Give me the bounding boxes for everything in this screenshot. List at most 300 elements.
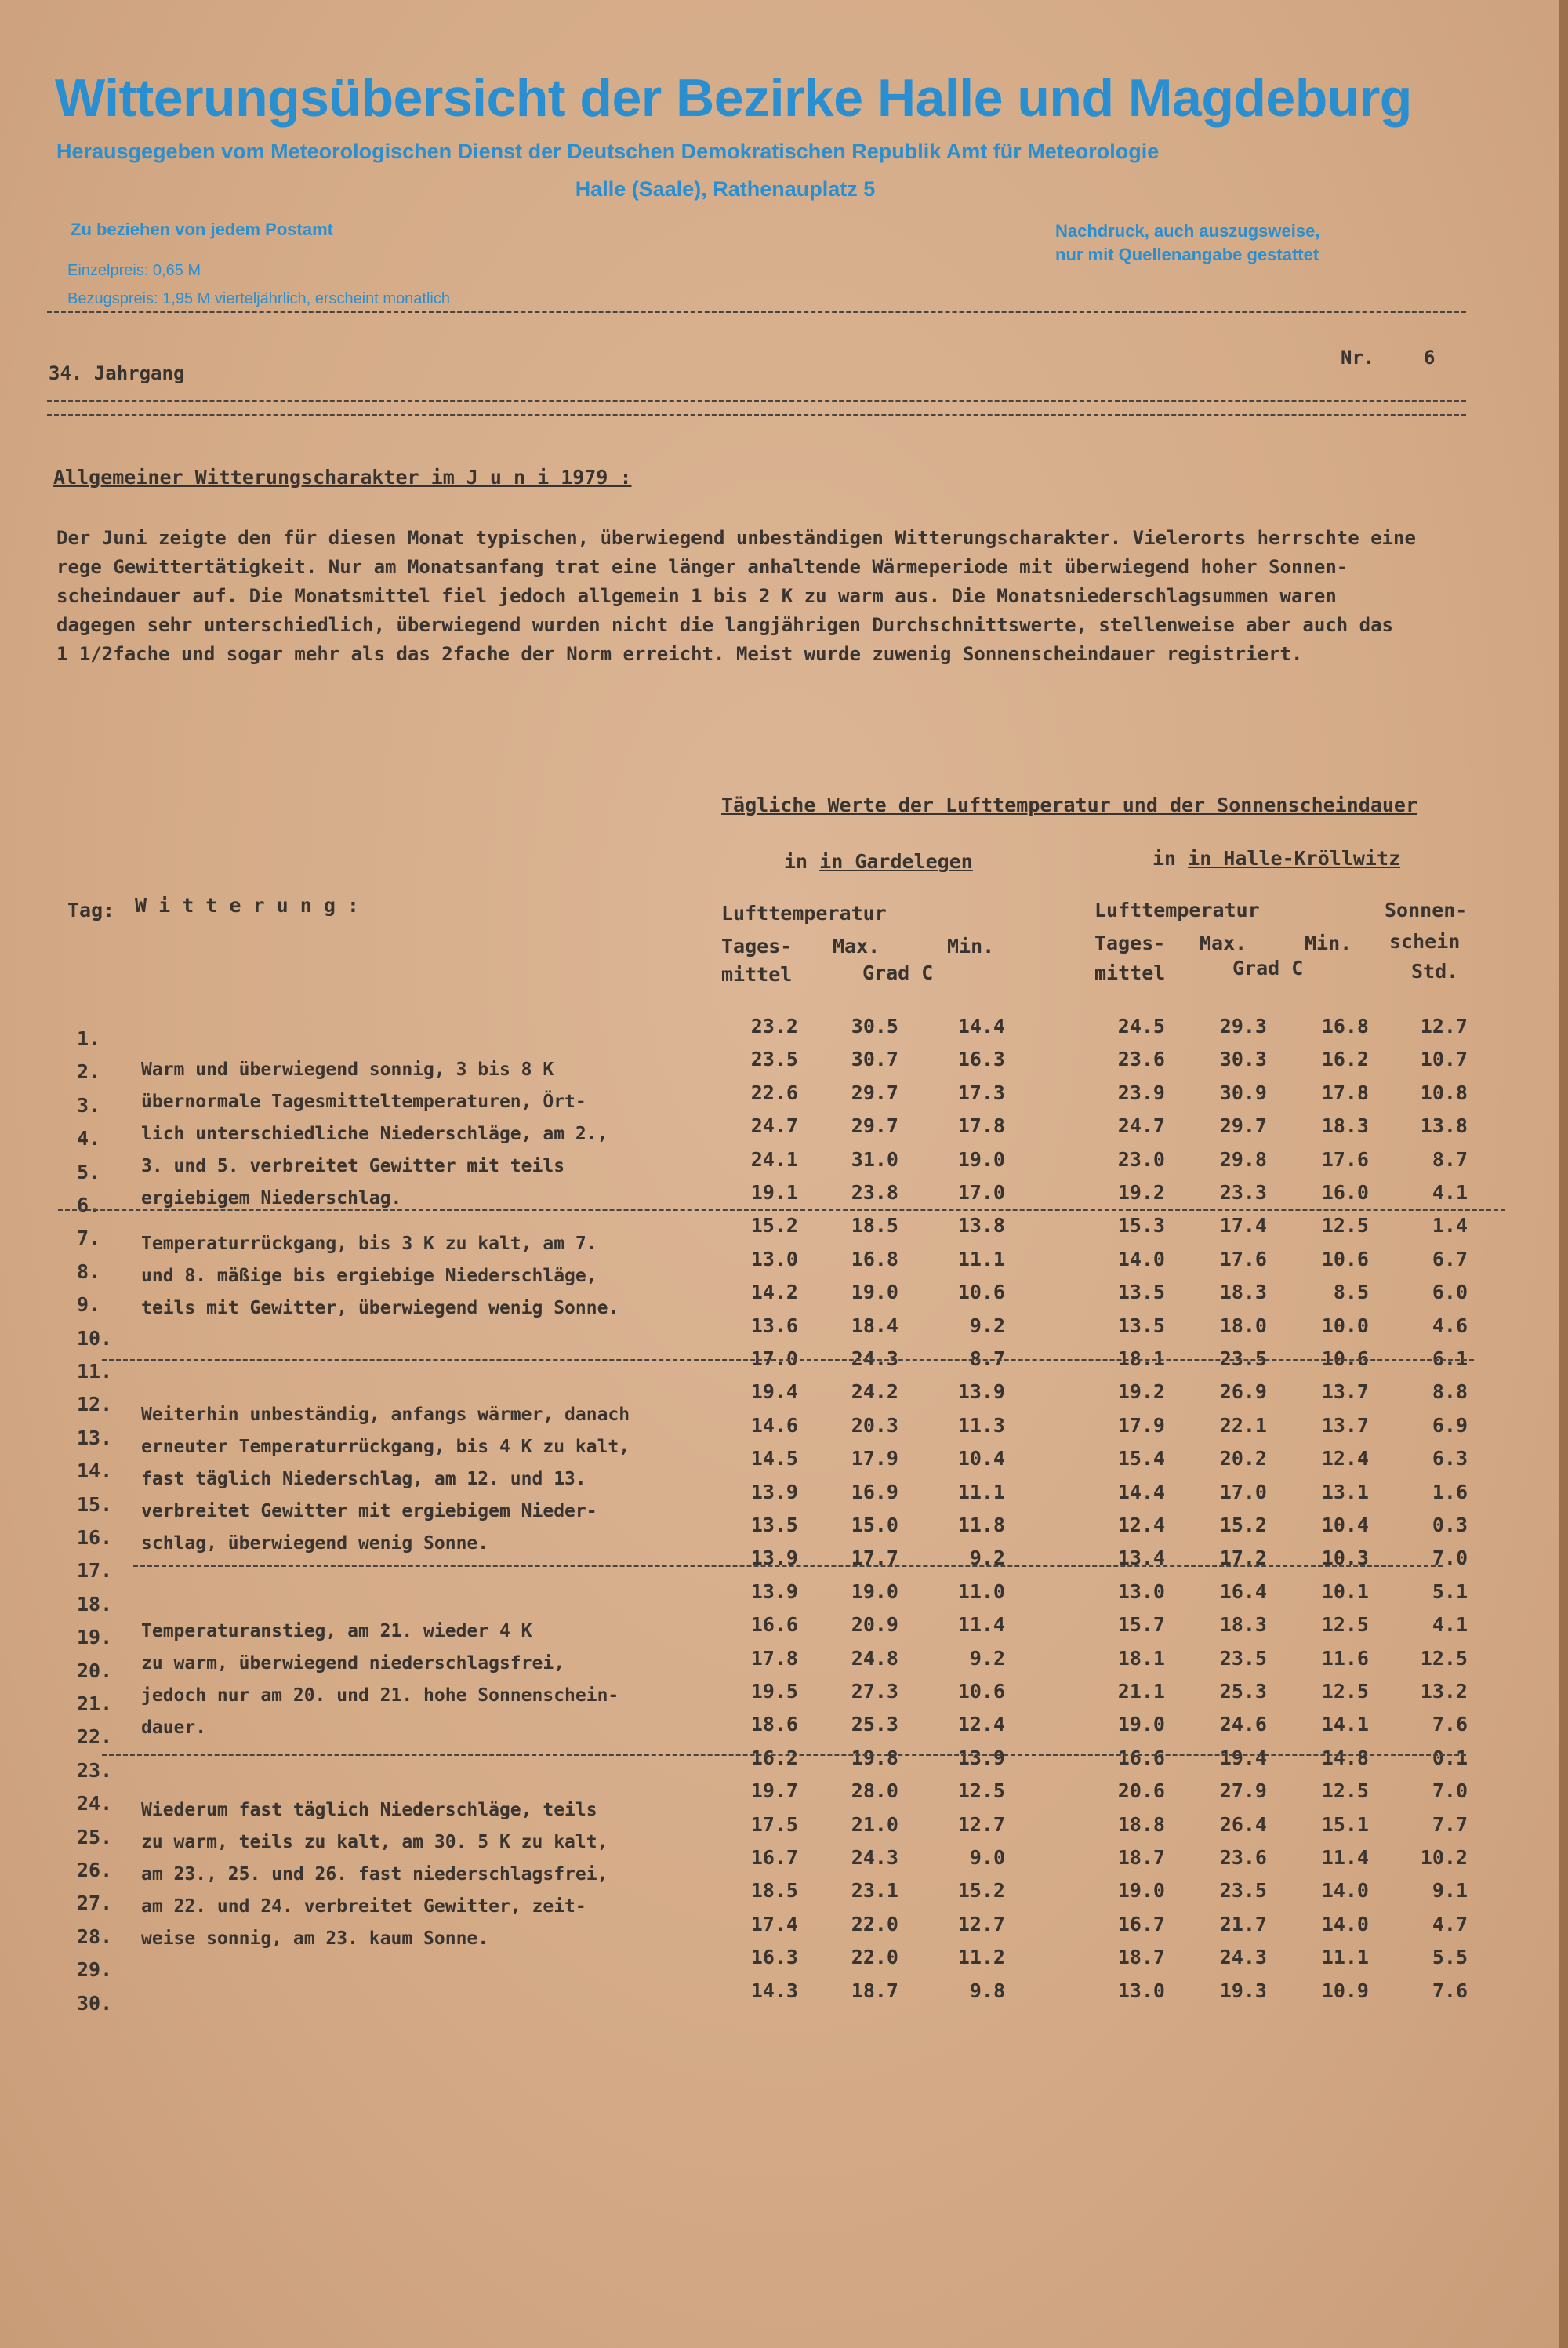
halle-value: 18.7 — [1117, 1846, 1165, 1869]
halle-value: 24.5 — [1117, 1015, 1165, 1038]
halle-value: 29.8 — [1219, 1147, 1267, 1171]
gardelegen-value: 9.8 — [969, 1979, 1005, 2002]
halle-value: 10.6 — [1321, 1247, 1369, 1270]
halle-value: 12.7 — [1420, 1015, 1468, 1038]
day-label: 1. — [77, 1027, 101, 1050]
day-label: 23. — [77, 1758, 113, 1782]
gardelegen-value: 19.4 — [750, 1380, 798, 1404]
gardelegen-value: 22.6 — [750, 1081, 798, 1104]
gardelegen-value: 13.9 — [957, 1380, 1005, 1404]
gardelegen-value: 25.3 — [851, 1713, 898, 1736]
gardelegen-value: 14.3 — [750, 1979, 798, 2002]
halle-value: 26.9 — [1219, 1380, 1267, 1404]
gardelegen-value: 21.0 — [851, 1812, 898, 1836]
halle-value: 13.4 — [1117, 1547, 1165, 1570]
gardelegen-value: 24.2 — [851, 1380, 898, 1404]
halle-value: 19.0 — [1117, 1879, 1165, 1903]
section-title: Allgemeiner Witterungscharakter im J u n i 1979 : — [53, 466, 632, 489]
halle-value: 6.9 — [1432, 1413, 1468, 1437]
divider — [47, 311, 1466, 313]
halle-value: 8.8 — [1432, 1380, 1468, 1404]
gardelegen-value: 19.1 — [750, 1181, 798, 1204]
issue-nr-label: Nr. — [1341, 347, 1375, 369]
gardelegen-value: 12.5 — [957, 1779, 1005, 1803]
halle-value: 20.2 — [1219, 1447, 1267, 1470]
station-halle-name: in Halle-Kröllwitz — [1188, 847, 1401, 870]
gardelegen-value: 16.2 — [750, 1746, 798, 1769]
gardelegen-value: 30.5 — [851, 1015, 898, 1038]
gardelegen-value: 23.1 — [851, 1879, 898, 1903]
day-label: 12. — [77, 1393, 113, 1416]
halle-value: 10.2 — [1420, 1846, 1468, 1869]
gardelegen-value: 17.3 — [957, 1081, 1005, 1104]
halle-value: 14.0 — [1321, 1912, 1369, 1935]
hdr-sonne-2: schein — [1389, 930, 1461, 953]
halle-value: 12.4 — [1117, 1514, 1165, 1536]
halle-value: 12.5 — [1321, 1779, 1369, 1803]
gardelegen-value: 11.4 — [957, 1613, 1005, 1637]
day-label: 28. — [77, 1925, 113, 1948]
halle-value: 4.7 — [1432, 1912, 1468, 1935]
halle-value: 7.6 — [1432, 1979, 1468, 2002]
gardelegen-value: 11.1 — [957, 1480, 1005, 1503]
gardelegen-value: 13.6 — [750, 1314, 798, 1337]
table-title: Tägliche Werte der Lufttemperatur und der Sonnenscheindauer — [721, 794, 1418, 816]
gardelegen-value: 16.8 — [851, 1247, 898, 1270]
weather-description-line: jedoch nur am 20. und 21. hohe Sonnenschein- — [141, 1685, 619, 1706]
halle-value: 6.7 — [1432, 1247, 1468, 1270]
gardelegen-value: 19.0 — [851, 1579, 898, 1603]
day-label: 27. — [77, 1892, 113, 1915]
gardelegen-value: 17.8 — [957, 1114, 1005, 1138]
day-label: 17. — [77, 1559, 113, 1583]
halle-value: 13.7 — [1321, 1413, 1369, 1437]
halle-value: 19.0 — [1117, 1713, 1165, 1736]
gardelegen-value: 12.7 — [957, 1812, 1005, 1836]
weather-description-line: weise sonnig, am 23. kaum Sonne. — [141, 1928, 489, 1949]
station-gardelegen: in in Gardelegen — [784, 850, 973, 873]
halle-value: 10.9 — [1321, 1979, 1369, 2002]
weather-description-line: Temperaturanstieg, am 21. wieder 4 K — [141, 1621, 532, 1641]
gardelegen-value: 9.2 — [969, 1646, 1005, 1670]
halle-value: 7.0 — [1432, 1547, 1468, 1570]
halle-value: 24.3 — [1219, 1946, 1267, 1969]
gardelegen-value: 10.6 — [957, 1680, 1005, 1703]
halle-value: 19.2 — [1117, 1380, 1165, 1404]
halle-value: 18.8 — [1117, 1812, 1165, 1836]
gardelegen-value: 19.0 — [851, 1281, 898, 1304]
halle-value: 14.4 — [1117, 1480, 1165, 1503]
gardelegen-value: 17.9 — [851, 1447, 898, 1470]
halle-value: 27.9 — [1219, 1779, 1267, 1803]
gardelegen-value: 29.7 — [851, 1081, 898, 1104]
divider — [47, 400, 1466, 402]
weather-description-line: Temperaturrückgang, bis 3 K zu kalt, am 7. — [141, 1234, 597, 1254]
paragraph-line: scheindauer auf. Die Monatsmittel fiel jedoch allgemein 1 bis 2 K zu warm aus. Die Monatsniederschlagsummen waren — [56, 585, 1337, 607]
halle-value: 17.0 — [1219, 1480, 1267, 1503]
col-witterung: W i t t e r u n g : — [135, 894, 359, 917]
day-label: 10. — [77, 1326, 113, 1350]
gardelegen-value: 16.3 — [750, 1946, 798, 1969]
halle-value: 16.0 — [1321, 1181, 1369, 1204]
day-label: 19. — [77, 1626, 113, 1649]
weather-description-line: schlag, überwiegend wenig Sonne. — [141, 1533, 489, 1554]
halle-value: 6.3 — [1432, 1447, 1468, 1470]
paragraph-line: Der Juni zeigte den für diesen Monat typischen, überwiegend unbeständigen Witterungscharakter. Vielerorts herrschte eine — [56, 527, 1416, 549]
gardelegen-value: 19.7 — [750, 1779, 798, 1803]
weather-description-line: übernormale Tagesmitteltemperaturen, Ört- — [141, 1092, 586, 1112]
halle-value: 11.1 — [1321, 1946, 1369, 1969]
gardelegen-value: 17.8 — [750, 1646, 798, 1670]
hdr-min-1: Min. — [947, 935, 995, 958]
halle-value: 0.3 — [1432, 1514, 1468, 1536]
halle-value: 19.4 — [1219, 1746, 1267, 1769]
gardelegen-value: 13.5 — [750, 1514, 798, 1536]
day-label: 4. — [77, 1127, 101, 1150]
halle-value: 18.3 — [1219, 1281, 1267, 1304]
halle-value: 18.3 — [1321, 1114, 1369, 1138]
halle-value: 23.0 — [1117, 1147, 1165, 1171]
single-price: Einzelpreis: 0,65 M — [67, 262, 201, 279]
gardelegen-value: 18.5 — [851, 1214, 898, 1238]
gardelegen-value: 24.1 — [750, 1147, 798, 1171]
gardelegen-value: 17.0 — [750, 1347, 798, 1370]
halle-value: 10.0 — [1321, 1314, 1369, 1337]
gardelegen-value: 18.5 — [750, 1879, 798, 1903]
hdr-tages-2: Tages- — [1094, 932, 1166, 954]
period-divider — [102, 1359, 1474, 1361]
gardelegen-value: 11.0 — [957, 1579, 1005, 1603]
gardelegen-value: 23.8 — [851, 1181, 898, 1204]
halle-value: 22.1 — [1219, 1413, 1267, 1437]
halle-value: 13.5 — [1117, 1281, 1165, 1304]
halle-value: 15.2 — [1219, 1514, 1267, 1536]
halle-value: 13.0 — [1117, 1979, 1165, 2002]
weather-description-line: dauer. — [141, 1717, 207, 1738]
gardelegen-value: 9.0 — [969, 1846, 1005, 1869]
weather-description-line: lich unterschiedliche Niederschläge, am 2., — [141, 1124, 608, 1144]
gardelegen-value: 22.0 — [851, 1912, 898, 1935]
halle-value: 11.6 — [1321, 1646, 1369, 1670]
halle-value: 13.5 — [1117, 1314, 1165, 1337]
day-label: 16. — [77, 1526, 113, 1549]
halle-value: 23.6 — [1219, 1846, 1267, 1869]
gardelegen-value: 23.5 — [750, 1048, 798, 1071]
day-label: 22. — [77, 1725, 113, 1749]
day-label: 25. — [77, 1825, 113, 1848]
gardelegen-value: 16.7 — [750, 1846, 798, 1869]
halle-value: 7.6 — [1432, 1713, 1468, 1736]
halle-value: 17.4 — [1219, 1214, 1267, 1238]
halle-value: 18.1 — [1117, 1646, 1165, 1670]
halle-value: 17.6 — [1321, 1147, 1369, 1171]
day-label: 7. — [77, 1227, 101, 1250]
halle-value: 17.2 — [1219, 1547, 1267, 1570]
weather-description-line: zu warm, teils zu kalt, am 30. 5 K zu kalt, — [141, 1832, 608, 1852]
halle-value: 14.0 — [1117, 1247, 1165, 1270]
gardelegen-value: 28.0 — [851, 1779, 898, 1803]
halle-value: 21.1 — [1117, 1680, 1165, 1703]
halle-value: 15.3 — [1117, 1214, 1165, 1238]
halle-value: 15.1 — [1321, 1812, 1369, 1836]
halle-value: 14.0 — [1321, 1879, 1369, 1903]
gardelegen-value: 19.8 — [851, 1746, 898, 1769]
halle-value: 4.1 — [1432, 1181, 1468, 1204]
reprint-note-2: nur mit Quellenangabe gestattet — [1055, 245, 1319, 264]
day-label: 26. — [77, 1859, 113, 1881]
halle-value: 0.1 — [1432, 1746, 1468, 1769]
halle-value: 8.7 — [1432, 1147, 1468, 1171]
gardelegen-value: 18.6 — [750, 1713, 798, 1736]
hdr-luft-2: Lufttemperatur — [1094, 899, 1260, 921]
gardelegen-value: 11.1 — [957, 1247, 1005, 1270]
gardelegen-value: 13.0 — [750, 1247, 798, 1270]
hdr-max-2: Max. — [1200, 932, 1247, 954]
halle-value: 15.4 — [1117, 1447, 1165, 1470]
gardelegen-value: 14.6 — [750, 1413, 798, 1437]
halle-value: 13.7 — [1321, 1380, 1369, 1404]
paragraph-line: rege Gewittertätigkeit. Nur am Monatsanfang trat eine länger anhaltende Wärmeperiode mit überwiegend hoher Sonnen- — [56, 556, 1348, 578]
gardelegen-value: 30.7 — [851, 1048, 898, 1071]
day-label: 8. — [77, 1259, 101, 1283]
halle-value: 5.5 — [1432, 1946, 1468, 1969]
halle-value: 30.9 — [1219, 1081, 1267, 1104]
gardelegen-value: 14.4 — [957, 1015, 1005, 1038]
gardelegen-value: 17.0 — [957, 1181, 1005, 1204]
hdr-tages-1: Tages- — [721, 935, 793, 958]
halle-value: 12.5 — [1420, 1646, 1468, 1670]
halle-value: 13.0 — [1117, 1579, 1165, 1603]
hdr-grad-2: Grad C — [1232, 957, 1304, 980]
weather-description-line: 3. und 5. verbreitet Gewitter mit teils — [141, 1156, 565, 1176]
halle-value: 9.1 — [1432, 1879, 1468, 1903]
halle-value: 16.7 — [1117, 1912, 1165, 1935]
gardelegen-value: 9.2 — [969, 1547, 1005, 1570]
weather-description-line: am 22. und 24. verbreitet Gewitter, zeit- — [141, 1896, 586, 1917]
halle-value: 18.7 — [1117, 1946, 1165, 1969]
halle-value: 17.8 — [1321, 1081, 1369, 1104]
halle-value: 23.9 — [1117, 1081, 1165, 1104]
halle-value: 16.4 — [1219, 1579, 1267, 1603]
halle-value: 26.4 — [1219, 1812, 1267, 1836]
halle-value: 19.3 — [1219, 1979, 1267, 2002]
gardelegen-value: 15.0 — [851, 1514, 898, 1536]
weather-description-line: ergiebigem Niederschlag. — [141, 1188, 402, 1209]
halle-value: 11.4 — [1321, 1846, 1369, 1869]
gardelegen-value: 17.7 — [851, 1547, 898, 1570]
halle-value: 12.5 — [1321, 1214, 1369, 1238]
halle-value: 25.3 — [1219, 1680, 1267, 1703]
halle-value: 23.3 — [1219, 1181, 1267, 1204]
weather-description-line: Weiterhin unbeständig, anfangs wärmer, danach — [141, 1405, 630, 1425]
day-label: 11. — [77, 1360, 113, 1383]
halle-value: 24.6 — [1219, 1713, 1267, 1736]
weather-description-line: Wiederum fast täglich Niederschläge, teils — [141, 1800, 597, 1820]
gardelegen-value: 22.0 — [851, 1946, 898, 1969]
day-label: 18. — [77, 1592, 113, 1616]
halle-value: 19.2 — [1117, 1181, 1165, 1204]
halle-value: 8.5 — [1333, 1281, 1369, 1304]
gardelegen-value: 13.9 — [750, 1579, 798, 1603]
col-tag: Tag: — [67, 899, 115, 921]
halle-value: 23.6 — [1117, 1048, 1165, 1071]
gardelegen-value: 13.9 — [750, 1480, 798, 1503]
day-label: 9. — [77, 1293, 101, 1317]
halle-value: 18.3 — [1219, 1613, 1267, 1637]
gardelegen-value: 24.7 — [750, 1114, 798, 1138]
halle-value: 13.8 — [1420, 1114, 1468, 1138]
gardelegen-value: 16.6 — [750, 1613, 798, 1637]
halle-value: 16.2 — [1321, 1048, 1369, 1071]
gardelegen-value: 24.3 — [851, 1347, 898, 1370]
day-label: 5. — [77, 1160, 101, 1183]
gardelegen-value: 13.9 — [957, 1746, 1005, 1769]
halle-value: 23.5 — [1219, 1646, 1267, 1670]
hdr-mittel-1: mittel — [721, 963, 793, 986]
halle-value: 16.8 — [1321, 1015, 1369, 1038]
day-label: 13. — [77, 1426, 113, 1449]
halle-value: 6.1 — [1432, 1347, 1468, 1370]
day-label: 21. — [77, 1692, 113, 1715]
halle-value: 23.5 — [1219, 1879, 1267, 1903]
gardelegen-value: 11.3 — [957, 1413, 1005, 1437]
gardelegen-value: 29.7 — [851, 1114, 898, 1138]
gardelegen-value: 13.8 — [957, 1214, 1005, 1238]
halle-value: 18.0 — [1219, 1314, 1267, 1337]
paragraph-line: dagegen sehr unterschiedlich, überwiegend wurden nicht die langjährigen Durchschnittswerte, stellenweise aber auch das — [56, 614, 1394, 636]
day-label: 14. — [77, 1459, 113, 1483]
halle-value: 30.3 — [1219, 1048, 1267, 1071]
halle-value: 20.6 — [1117, 1779, 1165, 1803]
halle-value: 5.1 — [1432, 1579, 1468, 1603]
weather-description-line: erneuter Temperaturrückgang, bis 4 K zu kalt, — [141, 1437, 630, 1457]
gardelegen-value: 12.7 — [957, 1912, 1005, 1935]
subscription-price: Bezugspreis: 1,95 M vierteljährlich, erscheint monatlich — [67, 290, 450, 307]
gardelegen-value: 27.3 — [851, 1680, 898, 1703]
halle-value: 15.7 — [1117, 1613, 1165, 1637]
hdr-mittel-2: mittel — [1094, 961, 1166, 984]
gardelegen-value: 24.8 — [851, 1646, 898, 1670]
halle-value: 4.6 — [1432, 1314, 1468, 1337]
halle-value: 10.8 — [1420, 1081, 1468, 1104]
masthead-subtitle: Herausgegeben vom Meteorologischen Dienst der Deutschen Demokratischen Republik Amt für Meteorologie — [56, 140, 1160, 163]
hdr-min-2: Min. — [1305, 932, 1352, 954]
day-label: 3. — [77, 1093, 101, 1117]
weather-description-line: und 8. mäßige bis ergiebige Niederschläge, — [141, 1266, 597, 1286]
gardelegen-value: 10.6 — [957, 1281, 1005, 1304]
gardelegen-value: 18.4 — [851, 1314, 898, 1337]
period-divider — [102, 1754, 1466, 1756]
hdr-luft-1: Lufttemperatur — [721, 902, 887, 925]
subscription-note: Zu beziehen von jedem Postamt — [71, 220, 333, 239]
gardelegen-value: 20.9 — [851, 1613, 898, 1637]
halle-value: 17.6 — [1219, 1247, 1267, 1270]
masthead-address: Halle (Saale), Rathenauplatz 5 — [575, 177, 876, 201]
gardelegen-value: 23.2 — [750, 1015, 798, 1038]
weather-description-line: verbreitet Gewitter mit ergiebigem Nieder- — [141, 1501, 597, 1521]
day-label: 24. — [77, 1792, 113, 1816]
gardelegen-value: 19.0 — [957, 1147, 1005, 1171]
jahrgang: 34. Jahrgang — [49, 362, 185, 384]
gardelegen-value: 10.4 — [957, 1447, 1005, 1470]
day-label: 2. — [77, 1060, 101, 1084]
weather-description-line: Warm und überwiegend sonnig, 3 bis 8 K — [141, 1060, 554, 1080]
halle-value: 21.7 — [1219, 1912, 1267, 1935]
station-halle: in in Halle-Kröllwitz — [1152, 847, 1401, 870]
gardelegen-value: 31.0 — [851, 1147, 898, 1171]
gardelegen-value: 18.7 — [851, 1979, 898, 2002]
weather-description-line: zu warm, überwiegend niederschlagsfrei, — [141, 1653, 565, 1674]
gardelegen-value: 12.4 — [957, 1713, 1005, 1736]
weather-description-line: am 23., 25. und 26. fast niederschlagsfrei, — [141, 1864, 608, 1885]
halle-value: 16.6 — [1117, 1746, 1165, 1769]
halle-value: 4.1 — [1432, 1613, 1468, 1637]
gardelegen-value: 11.8 — [957, 1514, 1005, 1536]
gardelegen-value: 9.2 — [969, 1314, 1005, 1337]
gardelegen-value: 20.3 — [851, 1413, 898, 1437]
halle-value: 29.7 — [1219, 1114, 1267, 1138]
page-edge — [1559, 0, 1568, 2348]
halle-value: 17.9 — [1117, 1413, 1165, 1437]
day-label: 15. — [77, 1492, 113, 1516]
halle-value: 14.8 — [1321, 1746, 1369, 1769]
halle-value: 13.1 — [1321, 1480, 1369, 1503]
gardelegen-value: 13.9 — [750, 1547, 798, 1570]
halle-value: 24.7 — [1117, 1114, 1165, 1138]
gardelegen-value: 17.5 — [750, 1812, 798, 1836]
halle-value: 14.1 — [1321, 1713, 1369, 1736]
period-divider — [58, 1209, 1505, 1211]
halle-value: 1.6 — [1432, 1480, 1468, 1503]
gardelegen-value: 16.3 — [957, 1048, 1005, 1071]
halle-value: 7.0 — [1432, 1779, 1468, 1803]
divider — [47, 414, 1466, 416]
gardelegen-value: 24.3 — [851, 1846, 898, 1869]
day-label: 20. — [77, 1659, 113, 1682]
paragraph-line: 1 1/2fache und sogar mehr als das 2fache der Norm erreicht. Meist wurde zuwenig Sonnenscheindauer registriert. — [56, 643, 1303, 665]
hdr-sonne-3: Std. — [1411, 960, 1459, 983]
halle-value: 1.4 — [1432, 1214, 1468, 1238]
day-label: 29. — [77, 1958, 113, 1982]
halle-value: 10.1 — [1321, 1579, 1369, 1603]
halle-value: 10.3 — [1321, 1547, 1369, 1570]
period-divider — [133, 1565, 1443, 1567]
halle-value: 12.5 — [1321, 1680, 1369, 1703]
halle-value: 7.7 — [1432, 1812, 1468, 1836]
masthead-title: Witterungsübersicht der Bezirke Halle und Magdeburg — [55, 68, 1412, 128]
hdr-grad-1: Grad C — [862, 961, 934, 984]
halle-value: 6.0 — [1432, 1281, 1468, 1304]
general-paragraph — [56, 524, 1515, 669]
weather-description-line: teils mit Gewitter, überwiegend wenig Sonne. — [141, 1298, 619, 1318]
halle-value: 13.2 — [1420, 1680, 1468, 1703]
gardelegen-value: 16.9 — [851, 1480, 898, 1503]
halle-value: 10.4 — [1321, 1514, 1369, 1536]
hdr-max-1: Max. — [833, 935, 880, 958]
halle-value: 12.5 — [1321, 1613, 1369, 1637]
station-gardelegen-name: in Gardelegen — [819, 850, 973, 873]
gardelegen-value: 8.7 — [969, 1347, 1005, 1370]
gardelegen-value: 14.2 — [750, 1281, 798, 1304]
halle-value: 10.7 — [1420, 1048, 1468, 1071]
gardelegen-value: 19.5 — [750, 1680, 798, 1703]
halle-value: 18.1 — [1117, 1347, 1165, 1370]
gardelegen-value: 15.2 — [957, 1879, 1005, 1903]
gardelegen-value: 15.2 — [750, 1214, 798, 1238]
day-label: 6. — [77, 1194, 101, 1216]
issue-nr: 6 — [1424, 347, 1436, 369]
gardelegen-value: 11.2 — [957, 1946, 1005, 1969]
